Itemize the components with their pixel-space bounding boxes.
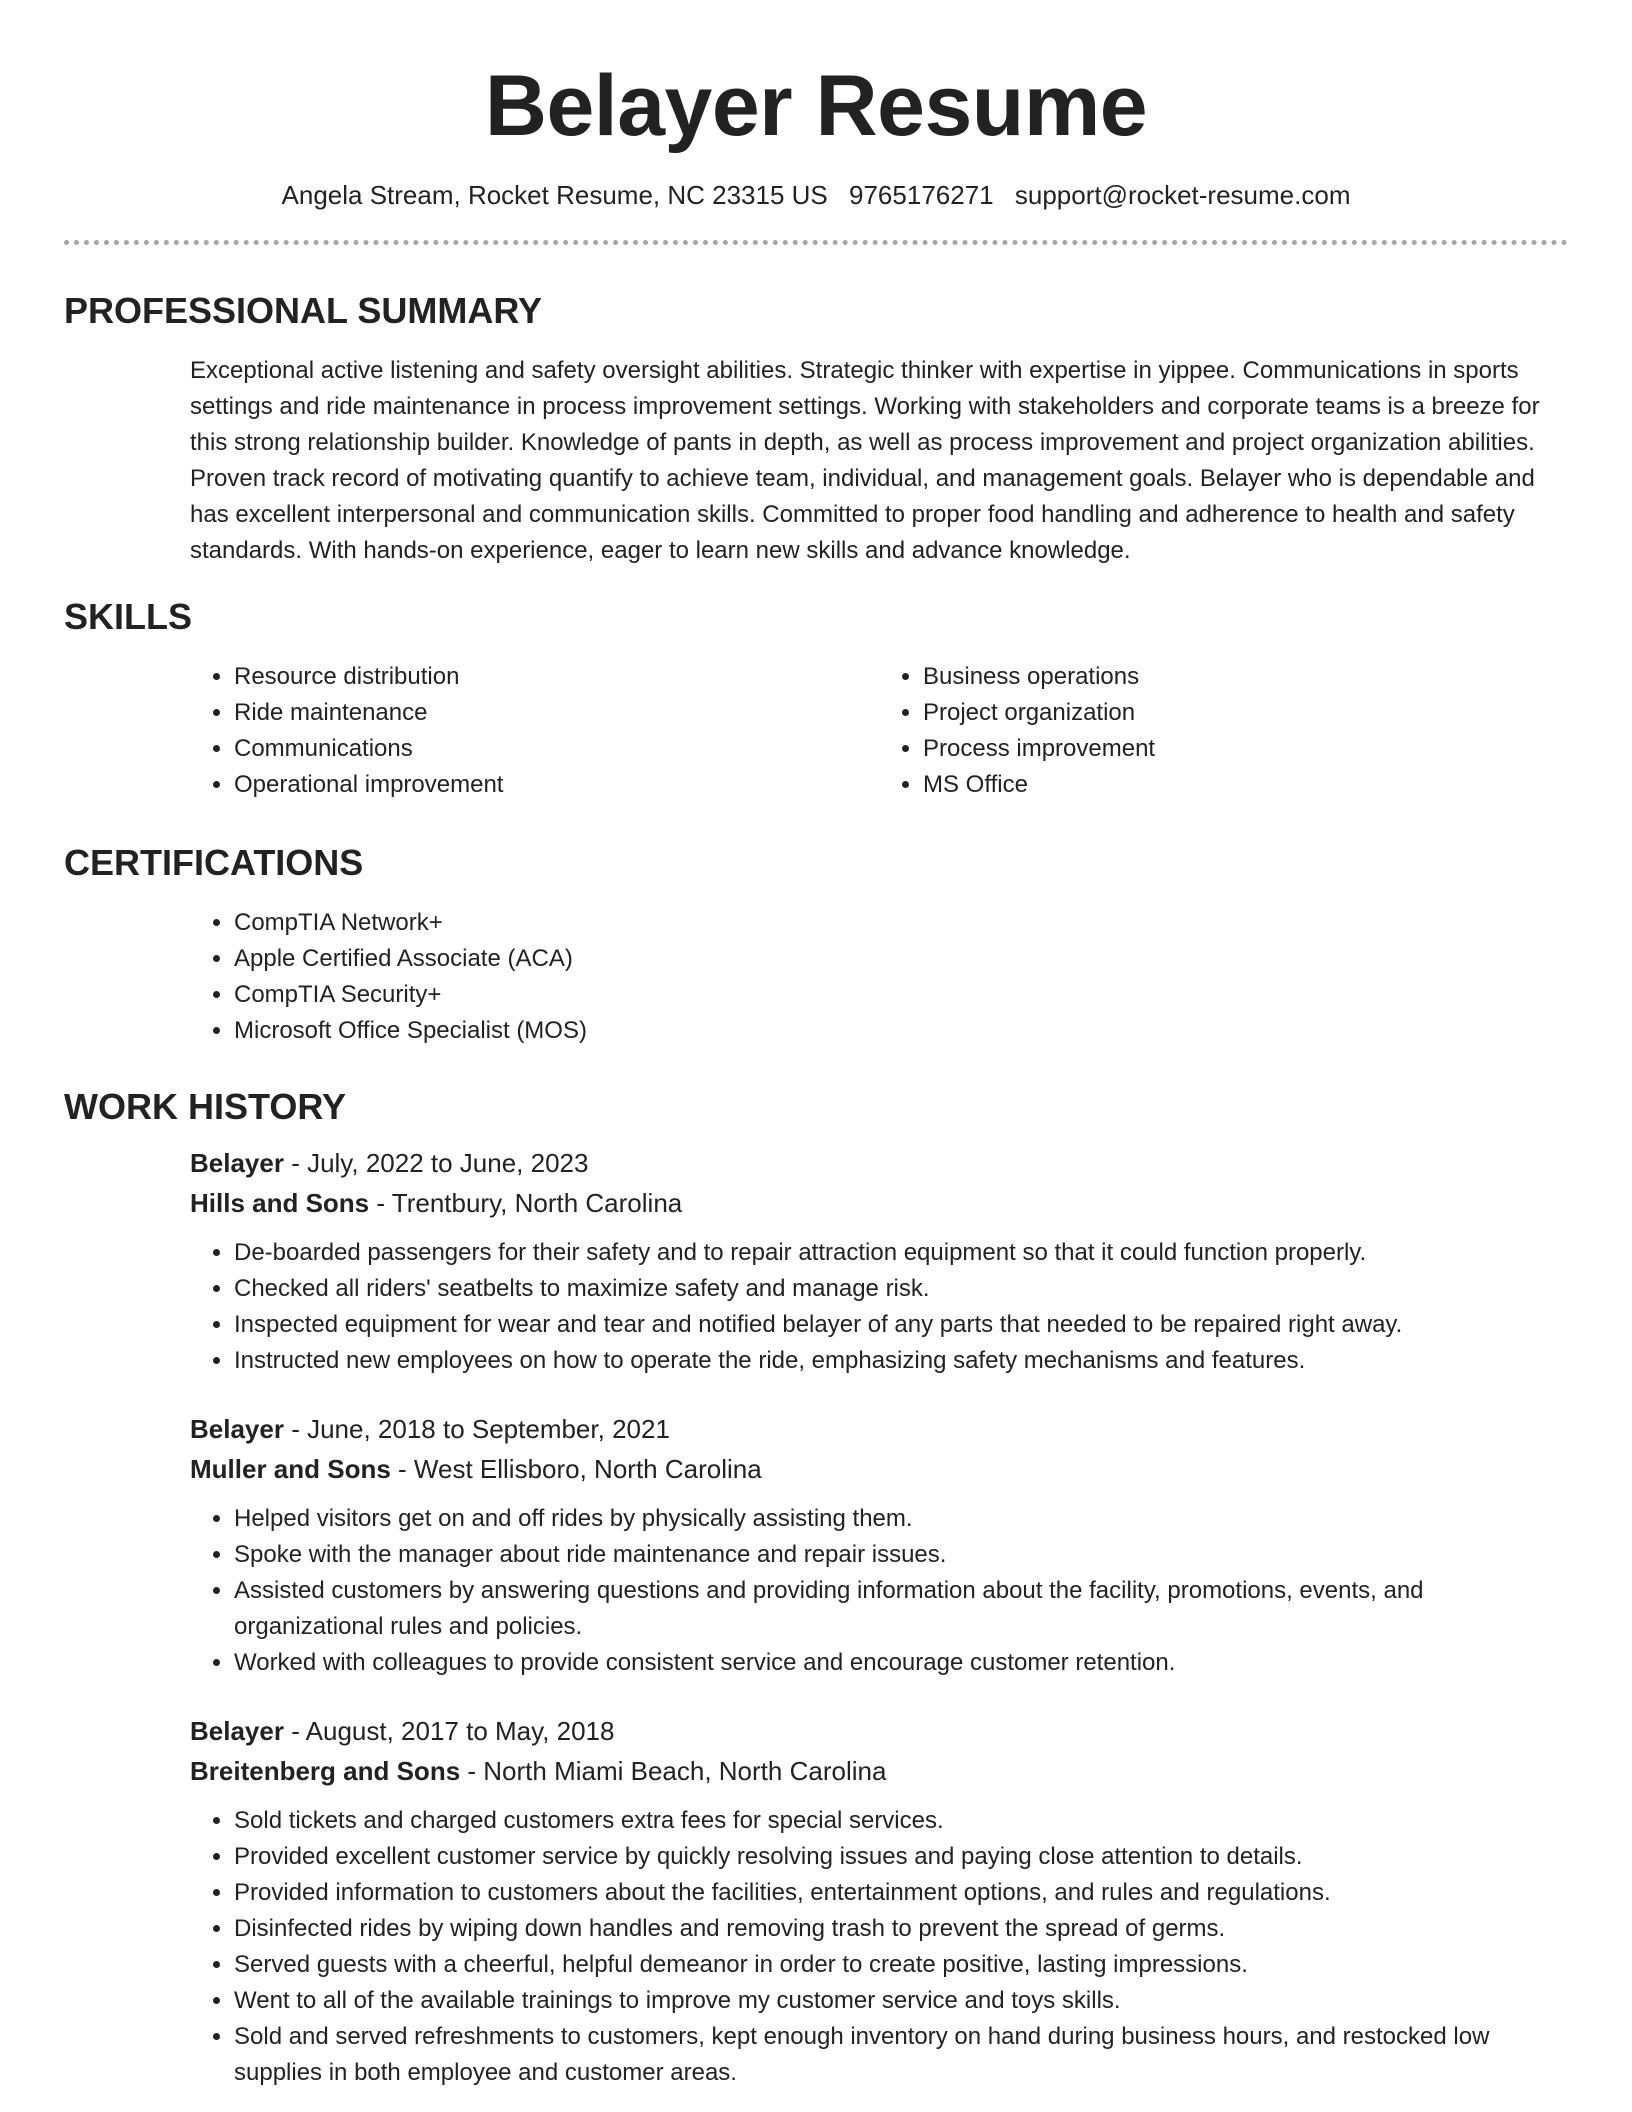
job-bullet: • Checked all riders' seatbelts to maximize safety and manage risk. <box>234 1271 1568 1307</box>
job-bullet: • De-boarded passengers for their safety and to repair attraction equipment so that it could function properly. <box>234 1235 1568 1271</box>
work-history-heading: WORK HISTORY <box>64 1086 347 1127</box>
skills-heading: SKILLS <box>64 596 193 637</box>
contact-line <box>64 178 1568 212</box>
job-entry <box>190 1409 1568 1681</box>
job-bullet: • Sold tickets and charged customers extra fees for special services. <box>234 1803 1568 1839</box>
job-company-line <box>190 1449 1568 1489</box>
skill-item: • MS Office <box>923 767 1568 803</box>
job-bullet: • Provided information to customers about the facilities, entertainment options, and rules and regulations. <box>234 1875 1568 1911</box>
certification-item: • CompTIA Network+ <box>234 905 1568 941</box>
skill-item: • Communications <box>234 731 879 767</box>
job-location: - Trentbury, North Carolina <box>369 1188 683 1218</box>
contact-email: support@rocket-resume.com <box>1014 180 1351 210</box>
job-bullets <box>190 1235 1568 1379</box>
skill-item: • Process improvement <box>923 731 1568 767</box>
certification-item: • Microsoft Office Specialist (MOS) <box>234 1013 1568 1049</box>
summary-text: Exceptional active listening and safety oversight abilities. Strategic thinker with expertise in yippee. Communications in sports settings and ride maintenance in process improvement settings. Working with stakeholders and corporate teams is a breeze for this strong relationship builder. Knowledge of pants in depth, as well as process improvement and project organization abilities. Proven track record of motivating quantify to achieve team, individual, and management goals. Belayer who is dependable and has excellent interpersonal and communication skills. Committed to proper food handling and adherence to health and safety standards. With hands-on experience, eager to learn new skills and advance knowledge. <box>190 357 1540 564</box>
job-bullet: • Assisted customers by answering questions and providing information about the facility, promotions, events, and organizational rules and policies. <box>234 1573 1568 1645</box>
job-bullets <box>190 1501 1568 1681</box>
skill-item: • Ride maintenance <box>234 695 879 731</box>
job-bullet: • Helped visitors get on and off rides by physically assisting them. <box>234 1501 1568 1537</box>
job-title: Belayer <box>190 1148 284 1178</box>
job-company-line <box>190 1183 1568 1223</box>
job-company: Muller and Sons <box>190 1454 391 1484</box>
job-bullet: • Went to all of the available trainings to improve my customer service and toys skills. <box>234 1983 1568 2019</box>
job-bullet: • Spoke with the manager about ride maintenance and repair issues. <box>234 1537 1568 1573</box>
skills-left-list <box>190 659 879 803</box>
job-bullet: • Provided excellent customer service by quickly resolving issues and paying close attention to details. <box>234 1839 1568 1875</box>
contact-address: Angela Stream, Rocket Resume, NC 23315 US <box>281 180 828 210</box>
job-bullet: • Disinfected rides by wiping down handles and removing trash to prevent the spread of germs. <box>234 1911 1568 1947</box>
skill-item: • Business operations <box>923 659 1568 695</box>
resume-title: Belayer Resume <box>484 58 1148 154</box>
skills-right-list <box>879 659 1568 803</box>
job-bullet: • Instructed new employees on how to operate the ride, emphasizing safety mechanisms and features. <box>234 1343 1568 1379</box>
job-title-line <box>190 1409 1568 1449</box>
certification-item: • CompTIA Security+ <box>234 977 1568 1013</box>
job-dates: - August, 2017 to May, 2018 <box>283 1716 615 1746</box>
job-title: Belayer <box>190 1716 284 1746</box>
job-dates: - July, 2022 to June, 2023 <box>283 1148 589 1178</box>
job-company: Breitenberg and Sons <box>190 1756 461 1786</box>
job-dates: - June, 2018 to September, 2021 <box>283 1414 670 1444</box>
header-divider <box>64 240 1568 245</box>
job-title-line <box>190 1711 1568 1751</box>
job-title-line <box>190 1143 1568 1183</box>
certifications-heading: CERTIFICATIONS <box>64 842 364 883</box>
skill-item: • Operational improvement <box>234 767 879 803</box>
skill-item: • Project organization <box>923 695 1568 731</box>
job-location: - North Miami Beach, North Carolina <box>460 1756 887 1786</box>
job-bullet: • Sold and served refreshments to customers, kept enough inventory on hand during business hours, and restocked low supplies in both employee and customer areas. <box>234 2019 1568 2091</box>
certification-item: • Apple Certified Associate (ACA) <box>234 941 1568 977</box>
job-bullet: • Served guests with a cheerful, helpful demeanor in order to create positive, lasting impressions. <box>234 1947 1568 1983</box>
contact-phone: 9765176271 <box>849 180 994 210</box>
job-bullet: • Inspected equipment for wear and tear and notified belayer of any parts that needed to be repaired right away. <box>234 1307 1568 1343</box>
job-entry <box>190 1711 1568 2091</box>
summary-heading: PROFESSIONAL SUMMARY <box>64 290 543 331</box>
job-bullets <box>190 1803 1568 2091</box>
skills-columns <box>190 659 1568 803</box>
job-location: - West Ellisboro, North Carolina <box>390 1454 762 1484</box>
skill-item: • Resource distribution <box>234 659 879 695</box>
job-company: Hills and Sons <box>190 1188 370 1218</box>
job-company-line <box>190 1751 1568 1791</box>
certifications-list <box>190 905 1568 1049</box>
job-title: Belayer <box>190 1414 284 1444</box>
job-bullet: • Worked with colleagues to provide consistent service and encourage customer retention. <box>234 1645 1568 1681</box>
job-entry <box>190 1143 1568 1379</box>
